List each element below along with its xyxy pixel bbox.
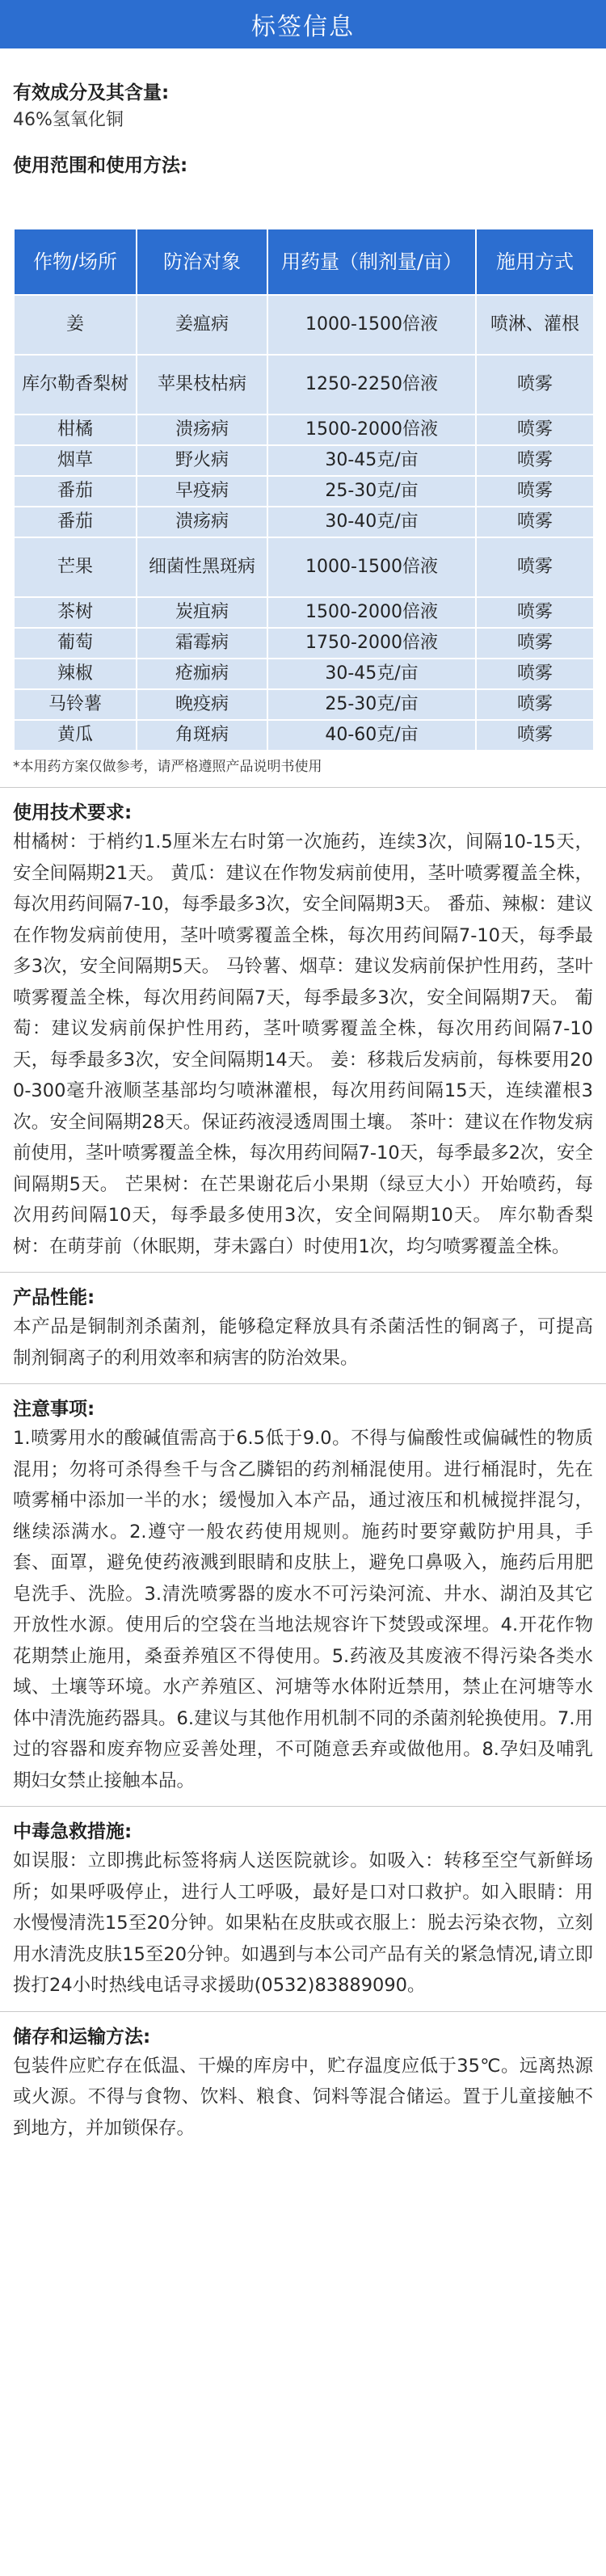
- ingredient-heading: 有效成分及其含量:: [13, 82, 170, 103]
- technique-text: 柑橘树：于梢约1.5厘米左右时第一次施药，连续3次，间隔10-15天，安全间隔期21天。 黄瓜：建议在作物发病前使用，茎叶喷雾覆盖全株，每次用药间隔7-10，每季最多3次，安全间隔期3天。 番茄、辣椒：建议在作物发病前使用，茎叶喷雾覆盖全株，每次用药间隔7-10天，每季最多3次，安全间隔期5天。 马铃薯、烟草：建议发病前保护性用药，茎叶喷雾覆盖全株，每次用药间隔7天，每季最多3次，安全间隔期7天。 葡萄：建议发病前保护性用药，茎叶喷雾覆盖全株，每次用药间隔7-10天，每季最多3次，安全间隔期14天。 姜：移栽后发病前，每株要用200-300毫升液顺茎基部均匀喷淋灌根，每次用药间隔15天，连续灌根3次。安全间隔期28天。保证药液浸透周围土壤。 茶叶：建议在作物发病前使用，茎叶喷雾覆盖全株，每次用药间隔7-10天，每季最多2次，安全间隔期5天。 芒果树：在芒果谢花后小果期（绿豆大小）开始喷药，每次用药间隔10天，每季最多使用3次，安全间隔期10天。 库尔勒香梨树：在萌芽前（休眠期，芽未露白）时使用1次，均匀喷雾覆盖全株。: [13, 831, 593, 1257]
- column-header-method: 施用方式: [476, 229, 594, 295]
- cell-target: 溃疡病: [137, 415, 267, 445]
- dosage-table: [13, 228, 595, 751]
- column-header-dosage: 用药量（制剂量/亩）: [267, 229, 476, 295]
- cell-target: 早疫病: [137, 476, 267, 507]
- precautions-section: [13, 1395, 593, 1796]
- column-header-target: 防治对象: [137, 229, 267, 295]
- cell-method: 喷雾: [476, 507, 594, 537]
- technique-heading: 使用技术要求:: [13, 802, 133, 823]
- dosage-note: *本用药方案仅做参考，请严格遵照产品说明书使用: [13, 759, 322, 775]
- performance-text: 本产品是铜制剂杀菌剂，能够稳定释放具有杀菌活性的铜离子，可提高制剂铜离子的利用效率和病害的防治效果。: [13, 1316, 593, 1369]
- storage-heading: 储存和运输方法:: [13, 2026, 151, 2048]
- cell-dosage: 1000-1500倍液: [267, 537, 476, 597]
- ingredient-value: 46%氢氧化铜: [13, 110, 124, 130]
- first-aid-heading: 中毒急救措施:: [13, 1821, 133, 1842]
- cell-target: 姜瘟病: [137, 295, 267, 355]
- cell-crop: 芒果: [14, 537, 137, 597]
- section-divider: [0, 787, 606, 788]
- cell-method: 喷雾: [476, 720, 594, 751]
- page-header: [0, 0, 606, 48]
- cell-method: 喷雾: [476, 659, 594, 689]
- performance-heading: 产品性能:: [13, 1287, 95, 1308]
- section-divider: [0, 1272, 606, 1273]
- cell-method: 喷雾: [476, 597, 594, 628]
- first-aid-text: 如误服：立即携此标签将病人送医院就诊。如吸入：转移至空气新鲜场所；如果呼吸停止，进行人工呼吸，最好是口对口救护。如入眼睛：用水慢慢清洗15至20分钟。如果粘在皮肤或衣服上：脱去污染衣物，立刻用水清洗皮肤15至20分钟。如遇到与本公司产品有关的紧急情况,请立即拨打24小时热线电话寻求援助(0532)83889090。: [13, 1850, 593, 1996]
- cell-method: 喷雾: [476, 445, 594, 476]
- table-row: [14, 476, 594, 507]
- cell-target: 溃疡病: [137, 507, 267, 537]
- cell-target: 炭疽病: [137, 597, 267, 628]
- cell-crop: 茶树: [14, 597, 137, 628]
- cell-dosage: 25-30克/亩: [267, 476, 476, 507]
- precautions-heading: 注意事项:: [13, 1399, 95, 1420]
- table-row: [14, 720, 594, 751]
- cell-dosage: 30-40克/亩: [267, 507, 476, 537]
- precautions-text: 1.喷雾用水的酸碱值需高于6.5低于9.0。不得与偏酸性或偏碱性的物质混用；勿将可杀得叁千与含乙膦铝的药剂桶混使用。进行桶混时，先在喷雾桶中添加一半的水；缓慢加入本产品，通过液压和机械搅拌混匀，继续添满水。2.遵守一般农药使用规则。施药时要穿戴防护用具，手套、面罩，避免使药液溅到眼睛和皮肤上，避免口鼻吸入，施药后用肥皂洗手、洗脸。3.清洗喷雾器的废水不可污染河流、井水、湖泊及其它开放性水源。使用后的空袋在当地法规容许下焚毁或深埋。4.开花作物花期禁止施用，桑蚕养殖区不得使用。5.药液及其废液不得污染各类水域、土壤等环境。水产养殖区、河塘等水体附近禁用，禁止在河塘等水体中清洗施药器具。6.建议与其他作用机制不同的杀菌剂轮换使用。7.用过的容器和废弃物应妥善处理，不可随意丢弃或做他用。8.孕妇及哺乳期妇女禁止接触本品。: [13, 1428, 593, 1791]
- technique-section: [13, 799, 593, 1262]
- cell-target: 细菌性黑斑病: [137, 537, 267, 597]
- section-divider: [0, 2011, 606, 2012]
- table-row: [14, 415, 594, 445]
- cell-crop: 黄瓜: [14, 720, 137, 751]
- cell-crop: 库尔勒香梨树: [14, 355, 137, 415]
- cell-crop: 马铃薯: [14, 689, 137, 720]
- cell-dosage: 1000-1500倍液: [267, 295, 476, 355]
- cell-target: 野火病: [137, 445, 267, 476]
- usage-scope-section: [13, 152, 593, 777]
- table-row: [14, 597, 594, 628]
- table-row: [14, 295, 594, 355]
- table-row: [14, 537, 594, 597]
- cell-crop: 番茄: [14, 476, 137, 507]
- cell-dosage: 1500-2000倍液: [267, 415, 476, 445]
- storage-section: [13, 2023, 593, 2145]
- cell-dosage: 30-45克/亩: [267, 659, 476, 689]
- cell-crop: 烟草: [14, 445, 137, 476]
- cell-target: 晚疫病: [137, 689, 267, 720]
- column-header-crop: 作物/场所: [14, 229, 137, 295]
- cell-dosage: 1250-2250倍液: [267, 355, 476, 415]
- cell-method: 喷雾: [476, 355, 594, 415]
- cell-target: 疮痂病: [137, 659, 267, 689]
- cell-method: 喷雾: [476, 476, 594, 507]
- cell-dosage: 1750-2000倍液: [267, 628, 476, 659]
- cell-dosage: 25-30克/亩: [267, 689, 476, 720]
- cell-method: 喷雾: [476, 628, 594, 659]
- cell-method: 喷雾: [476, 689, 594, 720]
- cell-dosage: 30-45克/亩: [267, 445, 476, 476]
- cell-dosage: 1500-2000倍液: [267, 597, 476, 628]
- usage-scope-heading: 使用范围和使用方法:: [13, 155, 188, 176]
- cell-crop: 柑橘: [14, 415, 137, 445]
- table-row: [14, 507, 594, 537]
- table-row: [14, 689, 594, 720]
- first-aid-section: [13, 1818, 593, 2001]
- cell-target: 苹果枝枯病: [137, 355, 267, 415]
- cell-method: 喷淋、灌根: [476, 295, 594, 355]
- table-row: [14, 628, 594, 659]
- label-content: [0, 79, 606, 2144]
- cell-method: 喷雾: [476, 537, 594, 597]
- cell-method: 喷雾: [476, 415, 594, 445]
- cell-dosage: 40-60克/亩: [267, 720, 476, 751]
- cell-crop: 姜: [14, 295, 137, 355]
- cell-crop: 辣椒: [14, 659, 137, 689]
- cell-target: 霜霉病: [137, 628, 267, 659]
- page-title: 标签信息: [251, 13, 355, 41]
- storage-text: 包装件应贮存在低温、干燥的库房中，贮存温度应低于35℃。远离热源或火源。不得与食物、饮料、粮食、饲料等混合储运。置于儿童接触不到地方，并加锁保存。: [13, 2055, 593, 2139]
- section-divider: [0, 1806, 606, 1807]
- table-row: [14, 355, 594, 415]
- table-row: [14, 659, 594, 689]
- cell-target: 角斑病: [137, 720, 267, 751]
- ingredient-section: [13, 79, 593, 134]
- section-divider: [0, 1383, 606, 1384]
- table-header-row: [14, 229, 594, 295]
- table-row: [14, 445, 594, 476]
- performance-section: [13, 1284, 593, 1374]
- cell-crop: 番茄: [14, 507, 137, 537]
- cell-crop: 葡萄: [14, 628, 137, 659]
